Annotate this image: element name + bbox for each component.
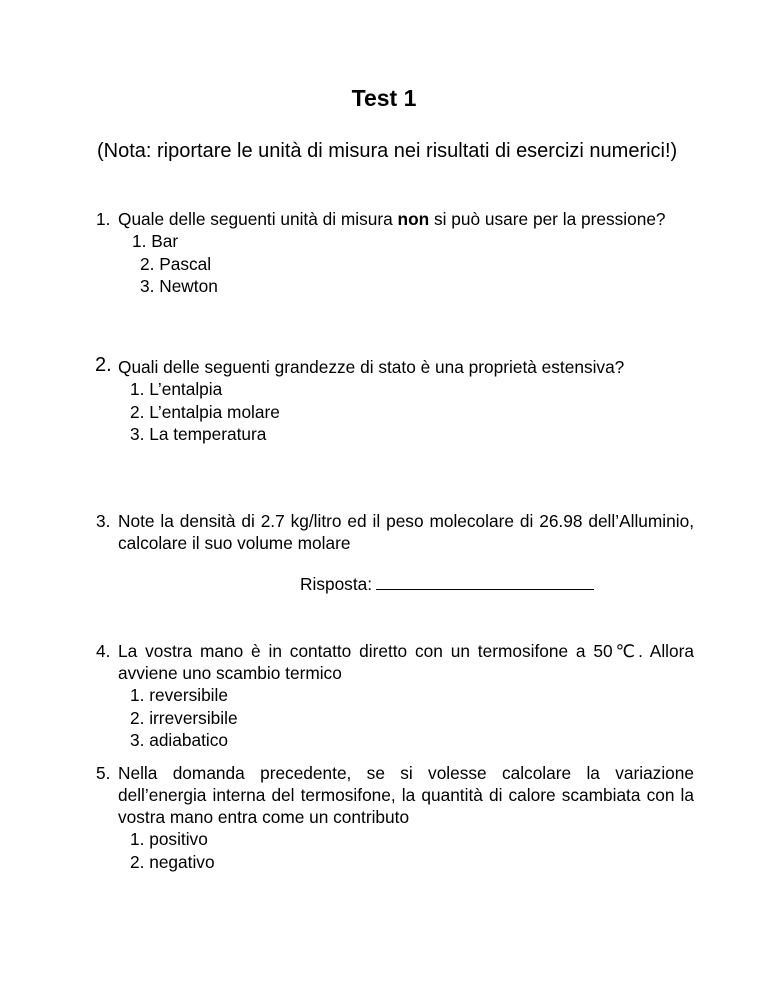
question-number: 5. (96, 763, 111, 783)
question-number: 1. (96, 209, 111, 229)
question-number: 2. (95, 354, 112, 376)
instructions-note: (Nota: riportare le unità di misura nei risultati di esercizi numerici!) (97, 140, 678, 162)
option-item: 2. negativo (130, 851, 215, 872)
page-title: Test 1 (351, 85, 417, 111)
options-list (118, 378, 694, 446)
option-item: 1. positivo (130, 829, 208, 849)
options-list (118, 828, 694, 873)
question-1 (96, 208, 694, 298)
option-item: 1. L’entalpia (130, 379, 223, 399)
options-list (118, 684, 694, 752)
question-text: La vostra mano è in contatto diretto con un termosifone a 50℃. Allora avviene uno scambio termico (118, 641, 694, 683)
question-number: 3. (96, 511, 111, 531)
question-5 (96, 762, 694, 873)
emphasis-non: non (397, 209, 430, 229)
option-item: 2. irreversibile (130, 707, 238, 728)
question-text: Nella domanda precedente, se si volesse calcolare la variazione dell’energia interna del termosifone, la quantità di calore scambiata con la vostra mano entra come un contributo (118, 763, 694, 827)
option-item: 1. reversibile (130, 685, 228, 705)
option-item: 2. L’entalpia molare (130, 401, 280, 422)
options-list (118, 230, 694, 298)
question-2 (95, 354, 694, 446)
question-text: Quale delle seguenti unità di misura non si può usare per la pressione? (118, 209, 666, 229)
question-4 (96, 640, 694, 752)
question-text: Note la densità di 2.7 kg/litro ed il peso molecolare di 26.98 dell’Alluminio, calcolare il suo volume molare (118, 511, 694, 553)
question-text: Quali delle seguenti grandezze di stato è una proprietà estensiva? (118, 357, 625, 377)
question-number: 4. (96, 641, 111, 661)
answer-line (300, 572, 594, 595)
answer-blank[interactable] (376, 572, 594, 590)
option-item: 2. Pascal (140, 253, 212, 274)
option-item: 1. Bar (132, 231, 179, 251)
option-item: 3. Newton (140, 276, 218, 296)
option-item: 3. adiabatico (130, 730, 229, 750)
question-3 (96, 510, 694, 554)
answer-label: Risposta: (300, 574, 373, 594)
option-item: 3. La temperatura (130, 424, 267, 444)
